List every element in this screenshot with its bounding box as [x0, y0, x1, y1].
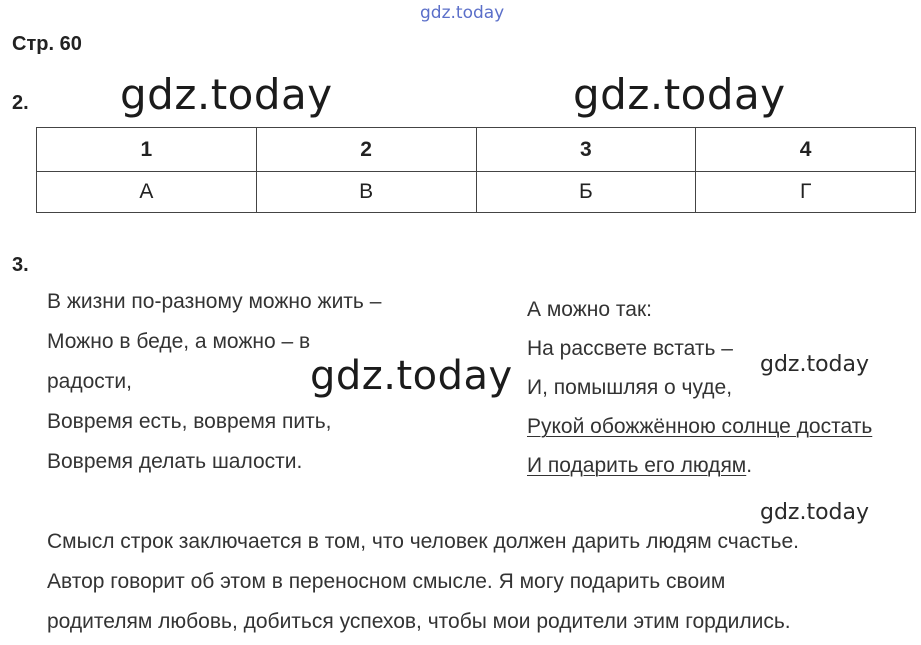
answer-table-row — [37, 172, 916, 213]
poem-right-period: . — [746, 454, 753, 477]
answer-table — [36, 127, 916, 213]
answer-cell-4: Г — [696, 172, 916, 213]
watermark-big-3: gdz.today — [310, 353, 513, 399]
task-3-number: 3. — [12, 254, 29, 276]
poem-left-line: Вовремя делать шалости. — [47, 450, 303, 473]
header-cell-3: 3 — [476, 128, 696, 172]
poem-left-line: В жизни по-разному можно жить – — [47, 290, 382, 313]
poem-right-line-last — [527, 446, 872, 485]
poem-right-underlined-text: И подарить его людям — [527, 454, 747, 477]
task-2-number: 2. — [12, 92, 29, 114]
poem-right-line: На рассвете встать – — [527, 337, 733, 360]
watermark-small-1: gdz.today — [760, 352, 870, 377]
answer-cell-3: Б — [476, 172, 696, 213]
header-cell-4: 4 — [696, 128, 916, 172]
poem-right-line-underlined: Рукой обожжённою солнце достать — [527, 415, 873, 438]
header-cell-1: 1 — [37, 128, 257, 172]
poem-right-line: А можно так: — [527, 298, 652, 321]
paragraph-line: Смысл строк заключается в том, что человек должен дарить людям счастье. — [47, 530, 799, 553]
answer-table-header-row — [37, 128, 916, 172]
poem-left-line: Вовремя есть, вовремя пить, — [47, 410, 332, 433]
paragraph-line: родителям любовь, добиться успехов, чтобы мои родители этим гордились. — [47, 610, 791, 633]
poem-left-line: радости, — [47, 370, 132, 393]
page-label: Стр. 60 — [12, 33, 82, 55]
watermark-big-2: gdz.today — [573, 70, 786, 119]
watermark-top: gdz.today — [420, 3, 505, 23]
poem-right-line: И, помышляя о чуде, — [527, 376, 733, 399]
watermark-small-2: gdz.today — [760, 500, 870, 525]
paragraph-line: Автор говорит об этом в переносном смысле. Я могу подарить своим — [47, 570, 726, 593]
answer-paragraph — [47, 522, 905, 642]
answer-cell-2: В — [256, 172, 476, 213]
watermark-big-1: gdz.today — [120, 70, 333, 119]
answer-cell-1: А — [37, 172, 257, 213]
poem-left-line: Можно в беде, а можно – в — [47, 330, 311, 353]
header-cell-2: 2 — [256, 128, 476, 172]
poem-right — [527, 290, 872, 485]
